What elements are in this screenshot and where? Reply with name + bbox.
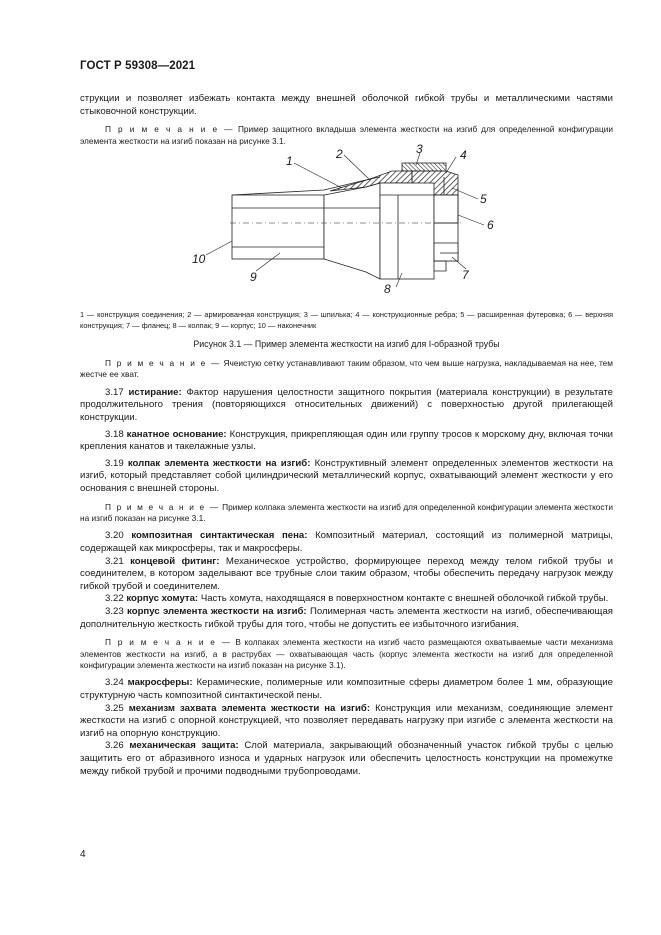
terms-block-1 <box>80 387 613 496</box>
cap <box>380 183 434 279</box>
note-prefix: П р и м е ч а н и е — <box>105 124 235 135</box>
term-number: 3.20 <box>105 530 124 542</box>
term-number: 3.22 <box>105 593 124 605</box>
bend-stiffener-drawing <box>80 142 613 303</box>
term-name: концевой фитинг: <box>130 555 220 567</box>
term-definition: Часть хомута, находящаяся в поверхностном контакте с внешней оболочкой гибкой трубы. <box>200 593 609 605</box>
term-name: канатное основание: <box>126 428 227 440</box>
label-8: 8 <box>384 282 391 296</box>
intro-paragraph: струкции и позволяет избежать контакта между внешней оболочкой гибкой трубы и металлическими частями стыковочной конструкции. <box>80 93 613 117</box>
figure-legend: 1 — конструкция соединения; 2 — армированная конструкция; 3 — шпилька; 4 — конструкционные ребра; 5 — расширенная футеровка; 6 — верхняя конструкция; 7 — фланец; 8 — колпак; 9 — корпус; 10 — наконечник <box>80 310 613 330</box>
term-number: 3.18 <box>105 428 124 440</box>
term-3-25 <box>80 703 613 741</box>
term-3-21 <box>80 556 613 594</box>
term-number: 3.17 <box>105 386 124 398</box>
term-definition: Механическое устройство, формирующее переход между телом гибкой трубы и соединителем, в котором заделывают все трубные слои таким образом, чтобы обеспечить передачу нагрузок между гибкой трубой и соединителем. <box>80 555 613 592</box>
term-number: 3.26 <box>105 740 124 752</box>
note-4 <box>80 637 613 671</box>
note-text: Пример защитного вкладыша элемента жесткости на изгиб для определенной конфигурации элемента жесткости на изгиб показан на рисунке 3.1. <box>80 124 613 146</box>
term-name: макросферы: <box>127 677 193 689</box>
term-3-23 <box>80 606 613 631</box>
term-name: истирание: <box>128 386 182 398</box>
stud <box>402 163 446 171</box>
term-definition: Керамические, полимерные или композитные сферы диаметром более 1 мм, образующие структурную часть композитной синтактической пены. <box>80 677 613 701</box>
term-name: композитная синтактическая пена: <box>131 530 308 542</box>
label-6: 6 <box>487 218 494 232</box>
term-definition: Композитный материал, состоящий из полимерной матрицы, содержащей как микросферы, так и макросферы. <box>80 530 614 554</box>
term-number: 3.24 <box>105 677 124 689</box>
terms-block-2 <box>80 530 613 631</box>
term-number: 3.19 <box>105 457 124 469</box>
label-3: 3 <box>416 142 423 156</box>
figure-caption: Рисунок 3.1 — Пример элемента жесткости на изгиб для I-образной трубы <box>193 339 500 349</box>
term-3-26 <box>80 740 613 778</box>
label-2: 2 <box>336 147 343 161</box>
term-name: корпус хомута: <box>126 593 199 605</box>
label-1: 1 <box>286 154 293 168</box>
term-3-24 <box>80 677 613 702</box>
term-definition: Слой материала, закрывающий обозначенный участок гибкой трубы с целью защитить его от абразивного износа и ударных нагрузок или обеспечить целостность конструкции на промежутке между гибкой трубой и прочими подводными трубопроводами. <box>80 740 614 777</box>
note-text: Ячеистую сетку устанавливают таким образом, что чем выше нагрузка, накладываемая на нее, тем жестче ее хват. <box>80 358 613 380</box>
document-header: ГОСТ Р 59308—2021 <box>80 60 196 72</box>
page-content <box>80 93 613 778</box>
term-number: 3.21 <box>105 555 124 567</box>
note-text: В колпаках элемента жесткости на изгиб часто размещаются охватываемые части механизма элементов жесткости на изгиб, а в раструбах — охватывающая часть (корпус элемента жесткости на изгиб для определенной конфигурации элемента жесткости на изгиб показан на рисунке 3.1). <box>80 637 613 670</box>
term-definition: Фактор нарушения целостности защитного покрытия (материала конструкции) в результате продолжительного трения (повторяющихся относительных движений) с поверхностью другой прилегающей конструкции. <box>80 386 614 423</box>
term-definition: Конструктивный элемент определенных элементов жесткости на изгиб, который представляет собой цилиндрический металлический корпус, охватывающий элемент жесткости у его основания с внешней стороны. <box>80 457 613 494</box>
terms-block-3 <box>80 677 613 778</box>
term-3-19 <box>80 458 613 496</box>
label-9: 9 <box>250 270 257 284</box>
term-definition: Конструкция или механизм, соединяющие элемент жесткости на изгиб с опорной конструкцией, что позволяет передавать нагрузку при изгибе с элемента жесткости на изгиб на опорную конструкцию. <box>80 702 613 739</box>
term-name: механическая защита: <box>129 740 239 752</box>
term-name: корпус элемента жесткости на изгиб: <box>127 605 307 617</box>
term-number: 3.25 <box>105 702 124 714</box>
label-4: 4 <box>460 148 467 162</box>
note-prefix: П р и м е ч а н и е — <box>105 501 220 512</box>
term-3-20 <box>80 530 613 555</box>
note-prefix: П р и м е ч а н и е — <box>105 637 232 648</box>
term-definition: Конструкция, прикрепляющая один или группу тросов к морскому дну, включая точки крепления канатов и такелажные узлы. <box>80 428 613 453</box>
note-prefix: П р и м е ч а н и е — <box>105 358 221 368</box>
figure-3-1 <box>80 142 613 303</box>
note-2 <box>80 358 613 381</box>
page-number: 4 <box>80 849 86 860</box>
label-10: 10 <box>192 252 206 266</box>
term-name: колпак элемента жесткости на изгиб: <box>127 457 311 469</box>
label-7: 7 <box>462 268 469 282</box>
term-number: 3.23 <box>105 605 124 617</box>
term-definition: Полимерная часть элемента жесткости на изгиб, обеспечивающая дополнительную жесткость гибкой трубы для того, чтобы не допустить ее избыточного изгибания. <box>80 605 613 630</box>
term-3-22 <box>80 593 613 606</box>
note-text: Пример колпака элемента жесткости на изгиб для определенной конфигурации элемента жесткости на изгиб показан на рисунке 3.1. <box>80 501 613 523</box>
note-1 <box>80 124 613 147</box>
pipe-body <box>232 195 324 259</box>
label-5: 5 <box>480 192 487 206</box>
term-3-17 <box>80 387 613 425</box>
term-name: механизм захвата элемента жесткости на изгиб: <box>128 702 371 714</box>
note-3 <box>80 502 613 525</box>
term-3-18 <box>80 429 613 454</box>
